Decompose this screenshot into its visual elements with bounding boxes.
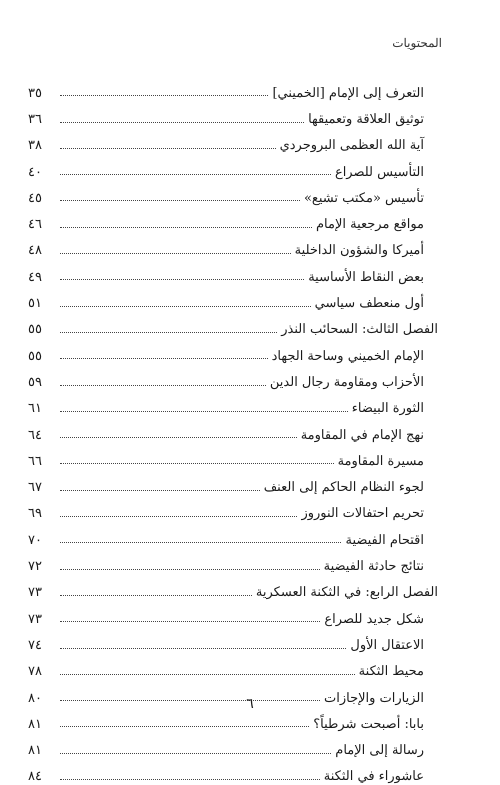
toc-entry-title: الاعتقال الأول xyxy=(350,637,424,653)
toc-entry-title: بابا: أصبحت شرطياً؟ xyxy=(313,716,424,732)
toc-chapter-row xyxy=(28,312,438,338)
dot-leader xyxy=(60,489,260,491)
toc-entry-row xyxy=(28,417,438,443)
dot-leader xyxy=(60,94,268,96)
toc-page-number: ٨٠ xyxy=(28,690,42,706)
toc-page-number: ٧٣ xyxy=(28,611,42,627)
toc-entry-row xyxy=(28,285,438,311)
toc-entry-row xyxy=(28,548,438,574)
toc-entry-title: محيط الثكنة xyxy=(358,664,424,680)
toc-entry-row xyxy=(28,75,438,101)
dot-leader xyxy=(60,278,304,280)
toc-entry-title: تحريم احتفالات النوروز xyxy=(301,506,424,522)
toc-entry-title: بعض النقاط الأساسية xyxy=(308,269,424,285)
toc-page-number: ٥٩ xyxy=(28,374,42,390)
toc-entry-title: التأسيس للصراع xyxy=(334,164,424,180)
toc-entry-title: لجوء النظام الحاكم إلى العنف xyxy=(263,480,424,496)
toc-entry-row xyxy=(28,259,438,285)
toc-page-number: ٧٤ xyxy=(28,637,42,653)
dot-leader xyxy=(60,620,320,622)
toc-page-number: ٣٥ xyxy=(28,85,42,101)
toc-entry-title: مواقع مرجعية الإمام xyxy=(315,217,424,233)
dot-leader xyxy=(60,515,297,517)
dot-leader xyxy=(60,252,291,254)
toc-entry-title: أول منعطف سياسي xyxy=(314,296,424,312)
toc-page-number: ٨١ xyxy=(28,743,42,759)
toc-page-number: ٥١ xyxy=(28,296,42,312)
toc-entry-title: الإمام الخميني وساحة الجهاد xyxy=(271,348,424,364)
toc-entry-title: نتائج حادثة الفيضية xyxy=(323,559,424,575)
toc-page-number: ٣٦ xyxy=(28,112,42,127)
dot-leader xyxy=(60,147,276,149)
dot-leader xyxy=(60,778,320,780)
toc-entry-row xyxy=(28,206,438,232)
toc-entry-title: الزيارات والإجازات xyxy=(323,690,424,706)
toc-entry-title: آية الله العظمى البروجردي xyxy=(279,138,424,154)
dot-leader xyxy=(60,725,309,727)
toc-page-number: ٤٥ xyxy=(28,190,42,206)
toc-entry-row xyxy=(28,338,438,364)
toc-entry-title: اقتحام الفيضية xyxy=(345,532,424,548)
dot-leader xyxy=(60,436,297,438)
toc-entry-row xyxy=(28,443,438,469)
toc-entry-title: رسالة إلى الإمام xyxy=(335,743,424,759)
toc-page-number: ٧٠ xyxy=(28,532,42,548)
toc-entry-title: عاشوراء في الثكنة xyxy=(323,769,424,785)
toc-entry-row xyxy=(28,732,438,758)
toc-page-number: ٤٨ xyxy=(28,243,42,259)
toc-entry-row xyxy=(28,233,438,259)
toc-entry-title: شكل جديد للصراع xyxy=(324,611,424,627)
toc-page-number: ٣٨ xyxy=(28,138,42,154)
toc-entry-title: أميركا والشؤون الداخلية xyxy=(294,243,424,259)
toc-page-number: ٥٥ xyxy=(28,348,42,364)
toc-entry-title: تأسيس «مكتب تشيع» xyxy=(303,190,424,206)
dot-leader xyxy=(60,121,304,123)
toc-entry-title: الأحزاب ومقاومة رجال الدين xyxy=(269,374,424,390)
toc-entry-title: نهج الإمام في المقاومة xyxy=(300,427,424,443)
toc-page-number: ٦٤ xyxy=(28,427,42,443)
dot-leader xyxy=(60,594,252,596)
dot-leader xyxy=(60,357,268,359)
toc-page-number: ٧٢ xyxy=(28,559,42,575)
dot-leader xyxy=(60,331,277,333)
toc-entry-row xyxy=(28,522,438,548)
toc-entry-title: مسيرة المقاومة xyxy=(337,453,424,469)
toc-page-number: ٧٨ xyxy=(28,664,42,680)
page-number: ٦ xyxy=(246,696,254,712)
toc-page-number: ٤٩ xyxy=(28,269,42,285)
running-header: المحتويات xyxy=(392,36,442,50)
toc-entry-row xyxy=(28,496,438,522)
dot-leader xyxy=(60,568,320,570)
toc-entry-row xyxy=(28,154,438,180)
dot-leader xyxy=(60,199,300,201)
dot-leader xyxy=(60,410,348,412)
toc-entry-title: توثيق العلاقة وتعميقها xyxy=(308,112,424,127)
toc-entry-row xyxy=(28,391,438,417)
toc-page-number: ٨١ xyxy=(28,716,42,732)
toc-entry-row xyxy=(28,654,438,680)
toc-entry-title: الفصل الرابع: في الثكنة العسكرية xyxy=(255,585,438,601)
dot-leader xyxy=(60,752,331,754)
dot-leader xyxy=(60,462,334,464)
dot-leader xyxy=(60,384,266,386)
toc-page-number: ٧٣ xyxy=(28,585,42,601)
toc-entry-row xyxy=(28,364,438,390)
toc-entry-title: الفصل الثالث: السحائب النذر xyxy=(281,322,438,338)
dot-leader xyxy=(60,541,341,543)
toc-entry-title: الثورة البيضاء xyxy=(351,401,424,417)
dot-leader xyxy=(60,647,346,649)
toc-chapter-row xyxy=(28,575,438,601)
toc-entry-title: التعرف إلى الإمام [الخميني] xyxy=(272,85,424,101)
toc-entry-row xyxy=(28,759,438,785)
toc-entry-row xyxy=(28,601,438,627)
toc-page-number: ٦٦ xyxy=(28,453,42,469)
toc-entry-row xyxy=(28,101,438,127)
dot-leader xyxy=(60,226,312,228)
dot-leader xyxy=(60,305,311,307)
dot-leader xyxy=(60,673,355,675)
toc-page-number: ٥٥ xyxy=(28,322,42,338)
dot-leader xyxy=(60,173,331,175)
table-of-contents xyxy=(28,75,438,785)
toc-entry-row xyxy=(28,180,438,206)
toc-page-number: ٦٩ xyxy=(28,506,42,522)
toc-entry-row xyxy=(28,469,438,495)
toc-page-number: ٤٠ xyxy=(28,164,42,180)
toc-entry-row xyxy=(28,128,438,154)
toc-entry-row xyxy=(28,627,438,653)
toc-page-number: ٦٧ xyxy=(28,480,42,496)
toc-page-number: ٤٦ xyxy=(28,217,42,233)
toc-page-number: ٦١ xyxy=(28,401,42,417)
toc-page-number: ٨٤ xyxy=(28,769,42,785)
